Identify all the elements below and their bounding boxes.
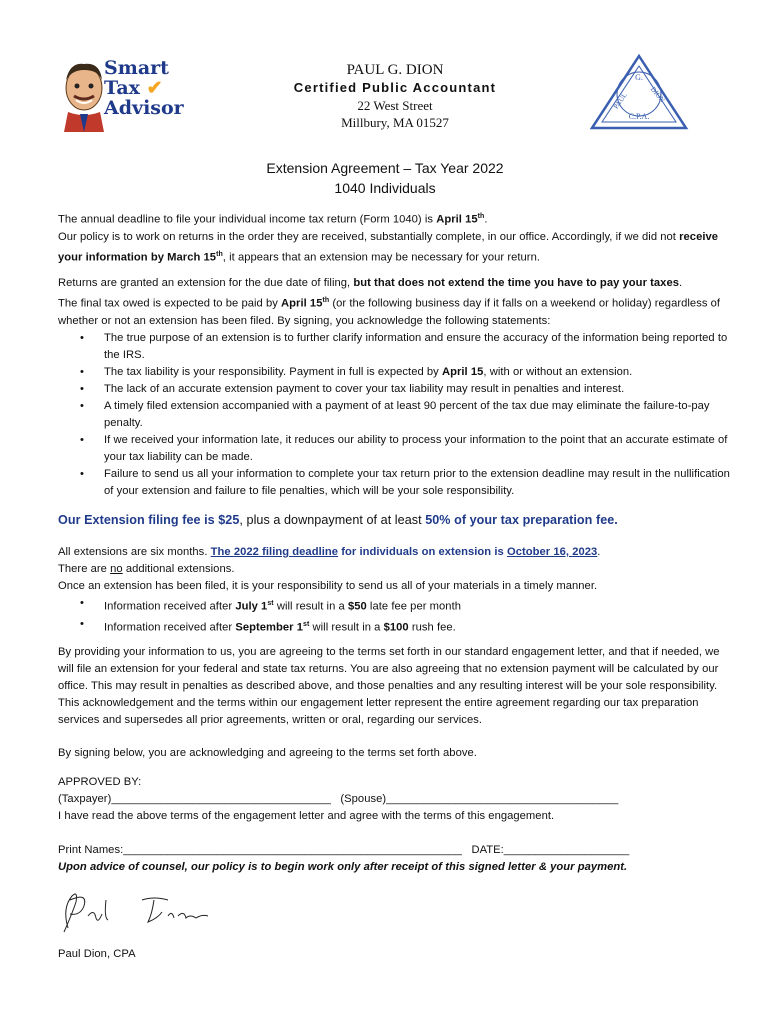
statements-list — [58, 330, 738, 500]
list-item: • The tax liability is your responsibility. Payment in full is expected by April 15, with or without an extension. — [58, 364, 738, 381]
taxpayer-signature-line[interactable]: (Taxpayer)___________________________________ — [58, 793, 331, 805]
extension-terms-section — [58, 275, 738, 500]
list-item: • The lack of an accurate extension payment to cover your tax liability may result in penalties and interest. — [58, 381, 738, 398]
seal-initial: G. — [635, 73, 643, 82]
print-names-field[interactable]: Print Names:______________________________________________________ — [58, 844, 462, 856]
date-field[interactable]: DATE:____________________ — [471, 844, 630, 856]
approved-by-label: APPROVED BY: — [58, 776, 142, 788]
list-item: • The true purpose of an extension is to further clarify information and ensure the accuracy of the information being reported to the IRS. — [58, 330, 738, 364]
granted-paragraph: Returns are granted an extension for the due date of filing, but that does not extend the time you have to pay your taxes. — [58, 277, 683, 289]
document-subtitle: 1040 Individuals — [334, 180, 436, 196]
signature-lines — [58, 791, 738, 808]
payment-due-paragraph: The final tax owed is expected to be paid by April 15th (or the following business day if it falls on a weekend or holiday) regardless of whether or not an extension has been filed. By signing, you acknowledge the following statements: — [58, 297, 721, 327]
checkmark-icon: ✔ — [146, 77, 163, 99]
seal-first-name: PAUL — [612, 91, 629, 111]
list-item: • Information received after September 1st will result in a $100 rush fee. — [58, 616, 738, 637]
signer-name: Paul Dion, CPA — [58, 948, 136, 960]
list-item: • Failure to send us all your information to complete your tax return prior to the extension deadline may result in the nullification of your extension and failure to file penalties, which will be your sole responsibility. — [58, 466, 738, 500]
seal-cpa: C.P.A. — [628, 112, 650, 121]
handwritten-signature — [58, 888, 218, 936]
smart-tax-advisor-logo — [60, 58, 202, 132]
list-item: • If we received your information late, it reduces our ability to process your information to the point that an accurate estimate of your tax liability can be made. — [58, 432, 738, 466]
list-item: • A timely filed extension accompanied with a payment of at least 90 percent of the tax due may eliminate the failure-to-pay penalty. — [58, 398, 738, 432]
no-extensions-paragraph: There are no additional extensions. — [58, 563, 235, 575]
print-names-row — [58, 842, 738, 876]
six-months-paragraph: All extensions are six months. The 2022 filing deadline for individuals on extension is October 16, 2023. — [58, 546, 601, 558]
materials-paragraph: Once an extension has been filed, it is your responsibility to send us all of your materials in a timely manner. — [58, 580, 598, 592]
read-agreement-line: I have read the above terms of the engagement letter and agree with the terms of this engagement. — [58, 810, 555, 822]
city-address: Millbury, MA 01527 — [341, 115, 449, 130]
logo-line-advisor: Advisor — [104, 97, 184, 119]
advisor-portrait-icon — [60, 58, 108, 132]
seal-last-name: DION — [648, 85, 667, 104]
logo-wordmark — [104, 58, 202, 118]
fee-statement: Our Extension filing fee is $25, plus a downpayment of at least 50% of your tax preparation fee. — [58, 513, 618, 527]
extension-details-section — [58, 544, 738, 636]
signing-statement: By signing below, you are acknowledging and agreeing to the terms set forth above. — [58, 747, 477, 759]
logo-line-tax: Tax ✔ — [104, 77, 163, 99]
policy-paragraph: Our policy is to work on returns in the order they are received, substantially complete, in our office. Accordingly, if we did not receive your information by March 15th, it appears that an extension may be necessary for your return. — [58, 230, 719, 264]
letterhead — [270, 62, 520, 131]
approval-section — [58, 774, 738, 825]
filing-deadline-link[interactable]: The 2022 filing deadline — [210, 546, 339, 558]
late-fee-list — [58, 595, 738, 636]
list-item: • Information received after July 1st will result in a $50 late fee per month — [58, 595, 738, 616]
intro-section — [58, 208, 738, 266]
logo-line-smart: Smart — [104, 57, 169, 79]
counsel-notice: Upon advice of counsel, our policy is to begin work only after receipt of this signed letter & your payment. — [58, 861, 628, 873]
deadline-paragraph: The annual deadline to file your individual income tax return (Form 1040) is April 15th. — [58, 213, 488, 226]
street-address: 22 West Street — [357, 98, 433, 113]
cpa-seal-logo — [588, 52, 690, 132]
accountant-name: PAUL G. DION — [346, 62, 444, 78]
document-title: Extension Agreement – Tax Year 2022 — [266, 160, 504, 176]
agreement-paragraph: By providing your information to us, you are agreeing to the terms set forth in our standard engagement letter, and that if needed, we will file an extension for your federal and state tax returns. You are also agreeing that no extension payment will be calculated by our office. This may result in penalties as described above, and those penalties and any resulting interest will be your sole responsibility. This acknowledgement and the terms within our engagement letter represent the entire agreement regarding our tax preparation services and supersedes all prior agreements, written or oral, regarding our services. — [58, 646, 720, 726]
accountant-title: Certified Public Accountant — [293, 80, 497, 95]
spouse-signature-line[interactable]: (Spouse)_____________________________________ — [340, 793, 619, 805]
deadline-date-link[interactable]: October 16, 2023 — [506, 546, 598, 558]
